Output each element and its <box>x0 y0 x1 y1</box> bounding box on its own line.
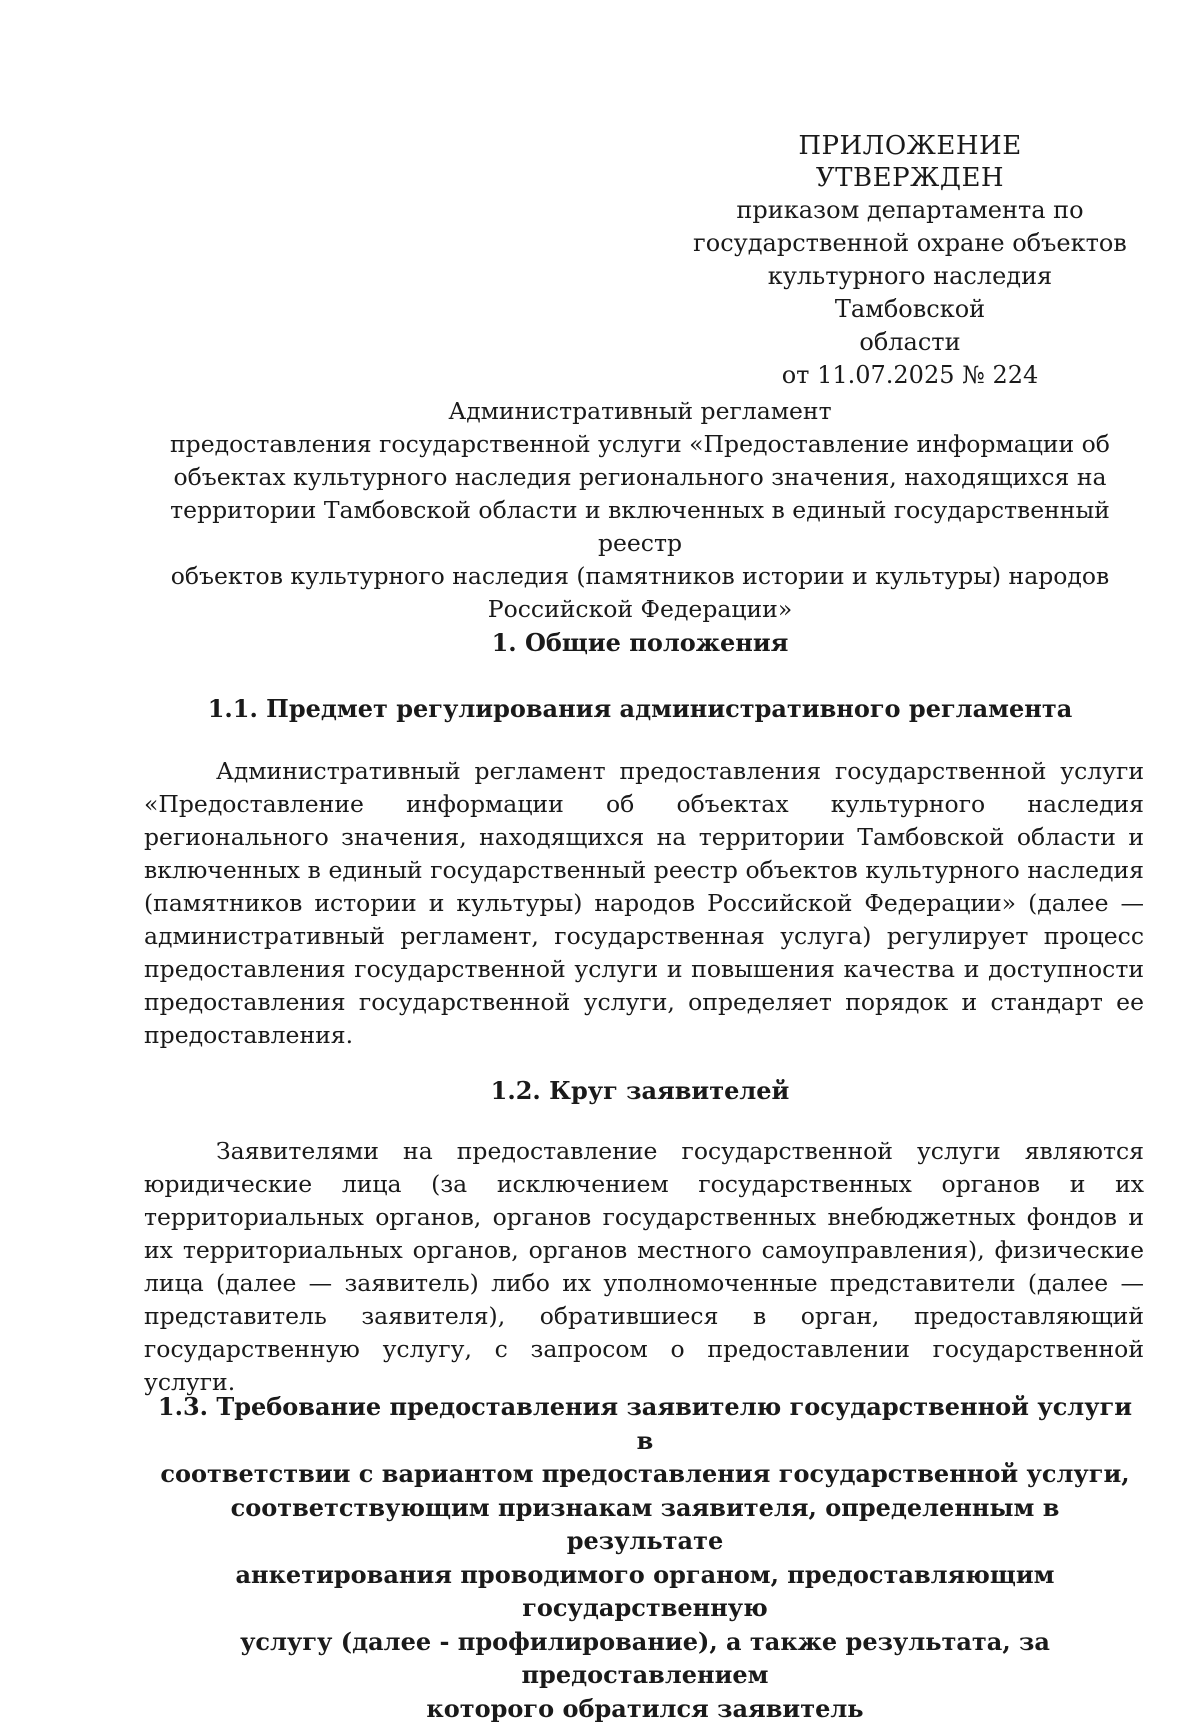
approval-approved-label: УТВЕРЖДЕН <box>690 162 1130 194</box>
approval-order-line: приказом департамента по <box>690 194 1130 227</box>
title-line-4: территории Тамбовской области и включенных в единый государственный реестр <box>140 494 1140 560</box>
title-line-3: объектах культурного наследия регионального значения, находящихся на <box>140 461 1140 494</box>
section-1-3-line-4: анкетирования проводимого органом, предоставляющим государственную <box>150 1558 1140 1625</box>
section-1-1-paragraph: Административный регламент предоставления государственной услуги «Предоставление информации об объектах культурного наследия регионального значения, находящихся на территории Тамбовской области и включенных в единый государственный реестр объектов культурного наследия (памятников истории и культуры) народов Российской Федерации» (далее — административный регламент, государственная услуга) регулирует процесс предоставления государственной услуги и повышения качества и доступности предоставления государственной услуги, определяет порядок и стандарт ее предоставления. <box>144 755 1144 1052</box>
section-1-2-paragraph: Заявителями на предоставление государственной услуги являются юридические лица (за исключением государственных органов и их территориальных органов, органов государственных внебюджетных фондов и их территориальных органов, органов местного самоуправления), физические лица (далее — заявитель) либо их уполномоченные представители (далее — представитель заявителя), обратившиеся в орган, предоставляющий государственную услугу, с запросом о предоставлении государственной услуги. <box>144 1135 1144 1399</box>
approval-appendix-label: ПРИЛОЖЕНИЕ <box>690 130 1130 162</box>
approval-date-number: от 11.07.2025 № 224 <box>690 359 1130 392</box>
section-1-3-line-5: услугу (далее - профилирование), а также результата, за предоставлением <box>150 1625 1140 1692</box>
title-line-6: Российской Федерации» <box>140 593 1140 626</box>
approval-heritage-line: культурного наследия Тамбовской <box>690 260 1130 326</box>
section-1-heading: 1. Общие положения <box>140 627 1140 659</box>
section-1-3-line-2: соответствии с вариантом предоставления государственной услуги, <box>150 1457 1140 1491</box>
section-1-2-heading: 1.2. Круг заявителей <box>140 1075 1140 1107</box>
section-1-3-heading <box>150 1390 1140 1725</box>
section-1-3-line-1: 1.3. Требование предоставления заявителю государственной услуги в <box>150 1390 1140 1457</box>
section-1-3-line-6: которого обратился заявитель <box>150 1692 1140 1725</box>
approval-department-line: государственной охране объектов <box>690 227 1130 260</box>
title-line-5: объектов культурного наследия (памятников истории и культуры) народов <box>140 560 1140 593</box>
section-1-3-line-3: соответствующим признакам заявителя, определенным в результате <box>150 1491 1140 1558</box>
document-title <box>140 395 1140 626</box>
title-line-1: Административный регламент <box>140 395 1140 428</box>
approval-block <box>690 130 1130 392</box>
section-1-1-heading: 1.1. Предмет регулирования административного регламента <box>140 693 1140 725</box>
title-line-2: предоставления государственной услуги «Предоставление информации об <box>140 428 1140 461</box>
approval-region-line: области <box>690 326 1130 359</box>
